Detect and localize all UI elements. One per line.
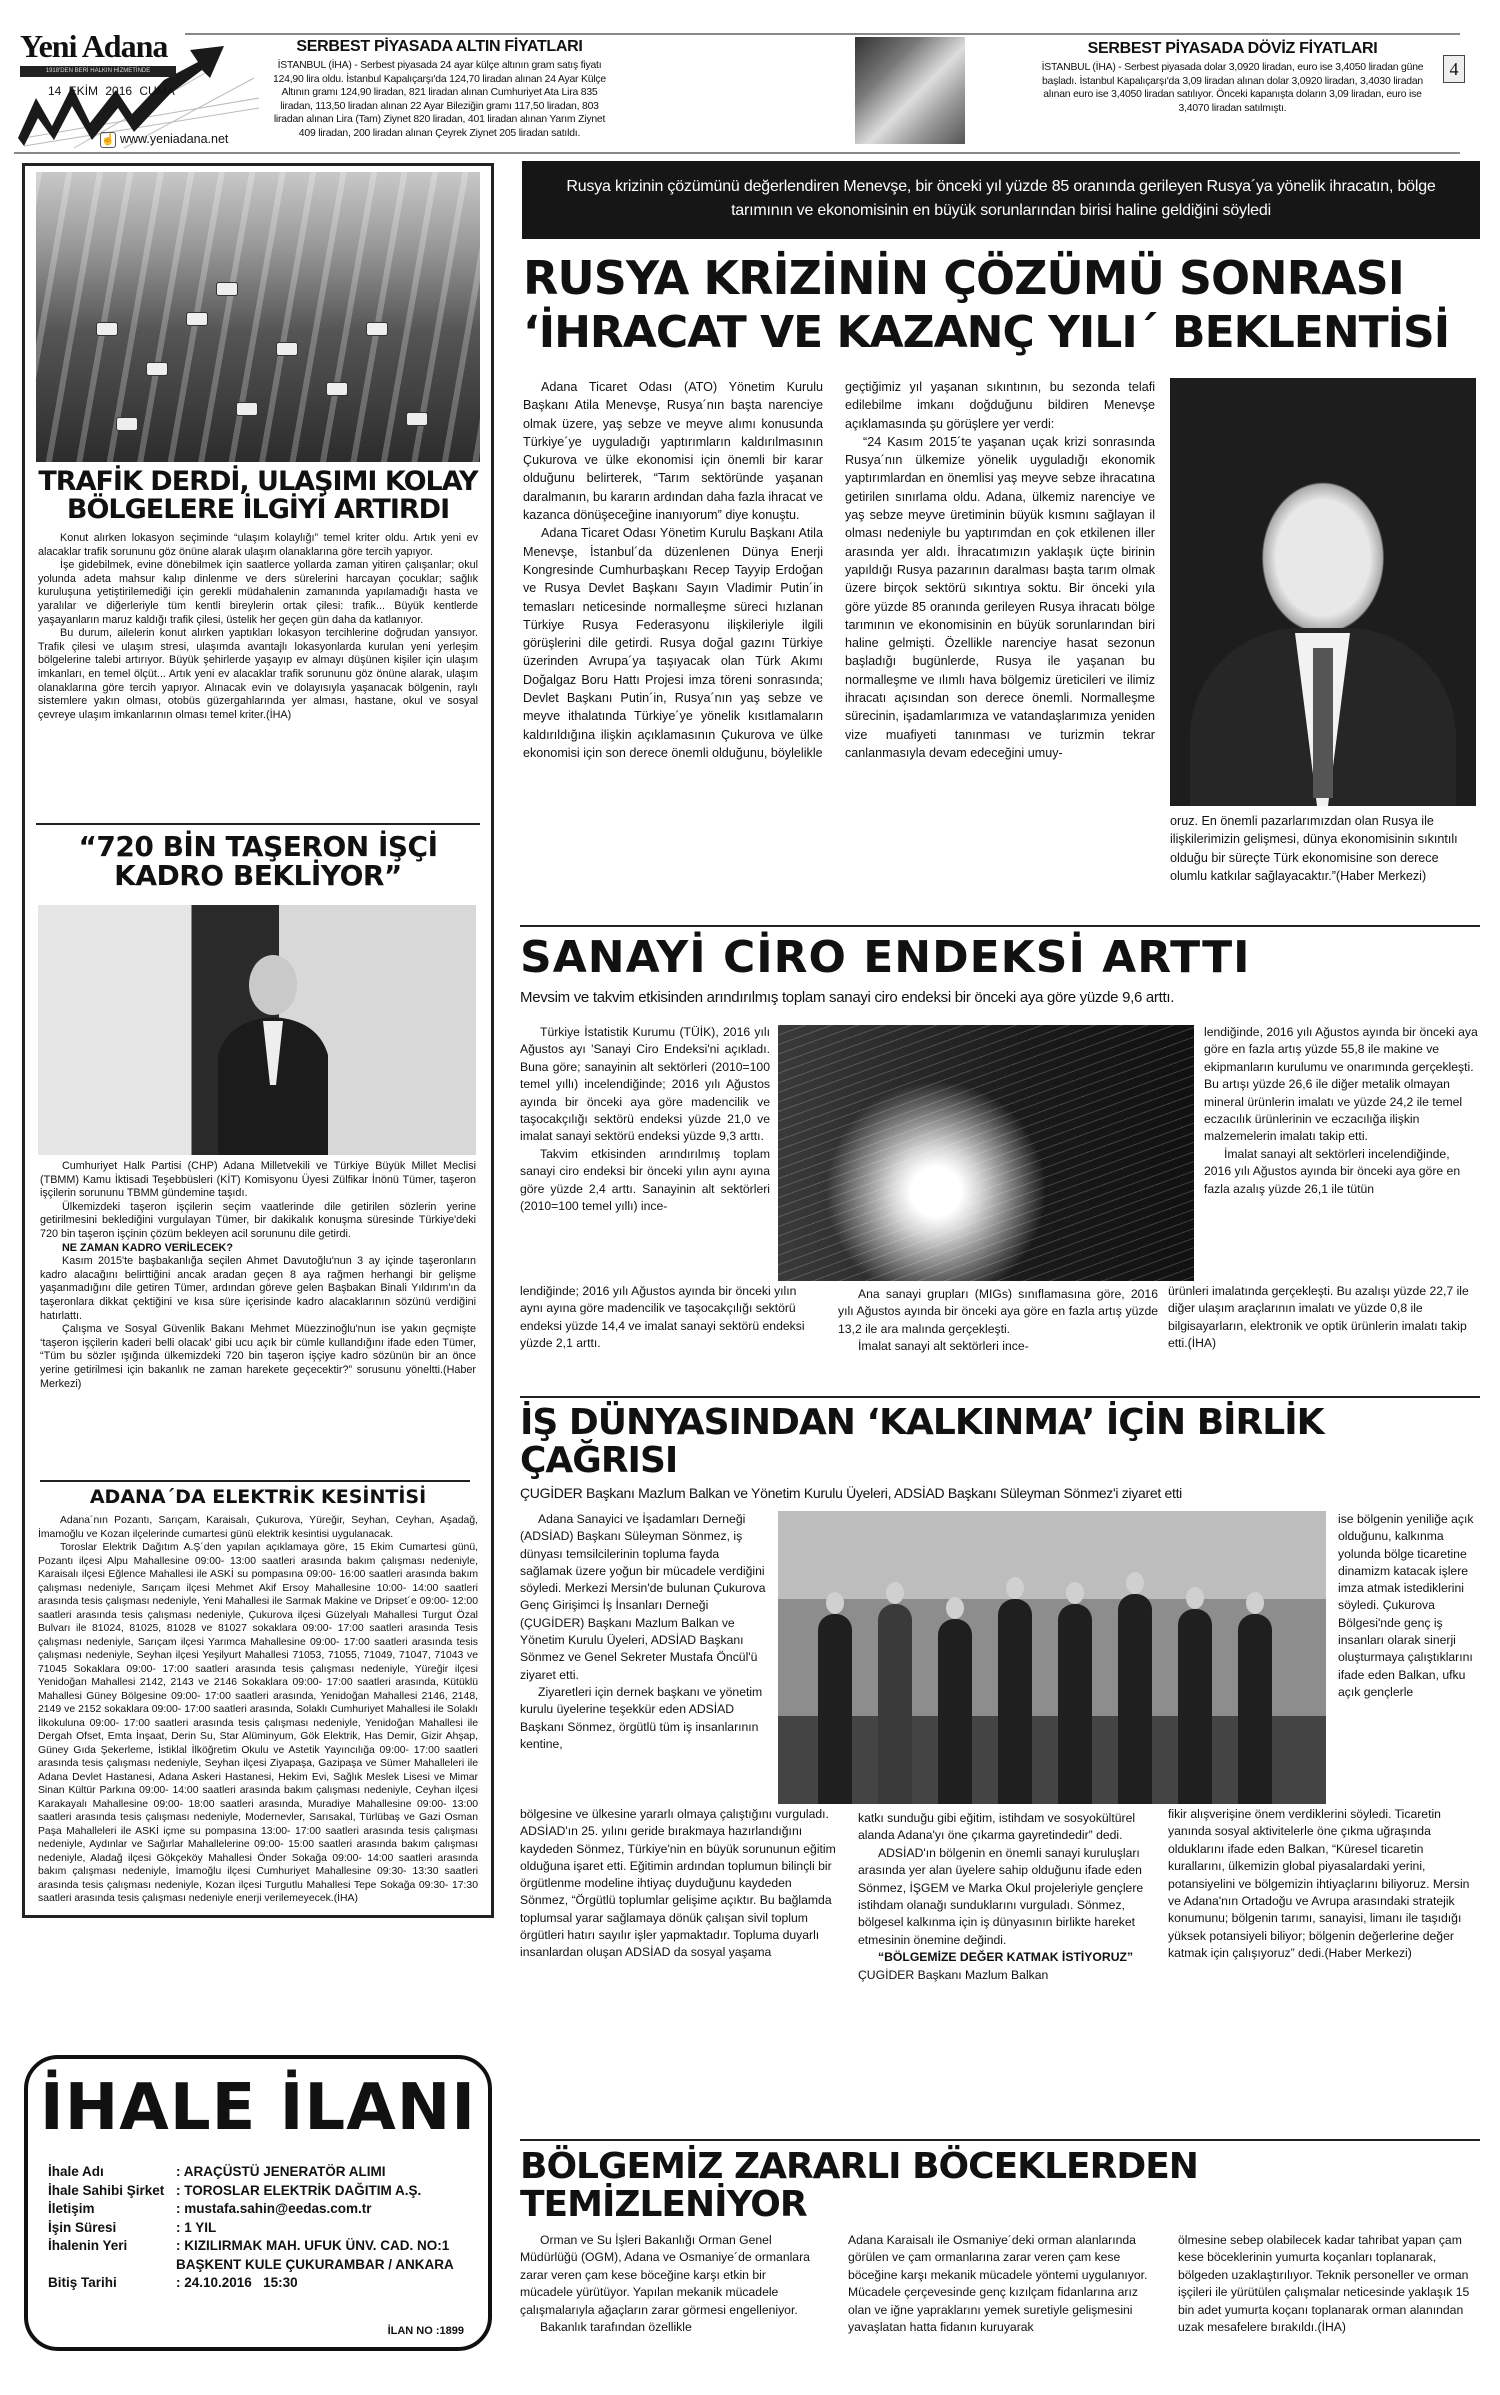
tender-row <box>48 2274 466 2293</box>
paragraph: İşe gidebilmek, evine dönebilmek için saatlerce yollarda zaman yitiren çalışanlar; okul yolunda adeta mahsur kalıp dinlenme ve ders sürelerini harcayan çocuklar; sağlık kuruluşuna yetiştirilemediği için gerekli müdahalenin zamanında yapılamadığı hasta ve yaralılar ve diğerleriyle tüm kentli bireylerin ortak çilesi: trafik... Büyük kentlerde yaşayanların maruz kaldığı trafik çilesi, üstelik her geçen gün daha da katlanıyor. <box>38 559 478 626</box>
kalkinma-headline: İŞ DÜNYASINDAN ‘KALKINMA’ İÇİN BİRLİK ÇAĞRISI <box>520 1402 1324 1481</box>
header-top-rule <box>185 33 1460 35</box>
rusya-headline-line1: RUSYA KRİZİNİN ÇÖZÜMÜ SONRASI <box>523 251 1404 305</box>
paragraph: Toroslar Elektrik Dağıtım A.Ş´den yapılan açıklamaya göre, 15 Ekim Cumartesi günü, Pozantı ilçesi Alpu Mahallesine 09:00- 13:00 saatleri arasında bakım çalışması nedeniyle, Karaisalı ilçesi Eğlence Mahallesi ile ASKİ su pompasına 09:00- 16:00 saatleri arasında bakım çalışması nedeniyle, Sarıçam ilçesi Mehmet Akif Ersoy Mahallesine 10:00- 14:00 saatleri arasında tesis çalışması nedeniyle, Yeni Mahallesi ile Sarmak Makine ve Dripset´e 09:00- 12:00 saatleri arasında tesis çalışması nedeniyle, Çukurova ilçesi Güzelyalı Mahallesi Turgut Özal Bulvarı ile 81024, 81025, 81028 ve 81027 sokaklara 09:00- 17:00 saatleri arasında Tesis çalışması nedeniyle, Sarıçam ilçesi Yarımca Mahallesine 09:00- 17:00 saatleri arasında tesis çalışması nedeniyle, Seyhan ilçesi Yeşilyurt Mahallesi 71053, 71055, 71049, 71047, 71043 ve 71045 Sokaklara 09:00- 17:00 saatleri arasında tesis çalışması nedeniyle, Yüreğir ilçesi Yenidoğan Mahallesi 2142, 2143 ve 2146 Sokaklara 09:00- 17:00 saatleri arasında, Kütüklü Mahallesi Güney Bölgesine 09:00- 17:00 saatleri arasında, Yenidoğan Mahallesi 2146, 2148, 2149 ve 2152 sokaklara 09:00- 17:00 saatleri arasında, Solaklı Cumhuriyet Mahallesi ile Solaklı İlkokuluna 09:00- 17:00 saatleri arasında tesis çalışması nedeniyle, Yenidoğan Mahallesi ile Dergah Ofset, Emta İnşaat, Derin Su, Star Alüminyum, Gök Elektrik, Has Demir, Gizir Ahşap, Güney Gıda Şekerleme, İstiklal İlköğretim Okulu ve Astetik Yayıncılığa 09:00- 17:00 saatleri arasında tesis çalışması nedeniyle, Seyhan ilçesi Ziyapaşa, Gazipaşa ve Sümer Mahalleleri ile Adana Devlet Hastanesi, Adana Askeri Hastanesi, Hekim Evi, Sağlık Meslek Lisesi ve Mimar Sinan Kültür Parkına 09:00- 14:00 saatleri arasında bakım çalışması nedeniyle, Ceyhan ilçesi Karakayalı Mahallesine 09:00- 18:00 saatleri arasında, Muradiye Mahallesine 09:00- 13:00 saatleri arasında tesis çalışması nedeniyle, Modernevler, Sarısakal, Türlübaş ve Gazi Osman Paşa Mahalleleri ile ASKİ içme su pompasına 13:00- 17:00 saatleri arasında tesis çalışması nedeniyle, Aydınlar ve Sağırlar Mahallelerine 09:00- 15:00 saatleri arasında bakım çalışması nedeniyle, Aladağ ilçesi Gökçeköy Mahallesi Önder Sokağa 09:00- 14:00 saatleri arasında bakım çalışması nedeniyle, İmamoğlu ilçesi Cumhuriyet Mahallesine 09:30- 13:30 saatleri arasında tesis çalışması nedeniyle, Kozan ilçesi Turgutlu Mahallesi Tepe Sokağa 09:30- 17:30 saatleri arasında tesis çalışması nedeniyle enerji verilemeyecek.(İHA) <box>38 1542 478 1904</box>
divider <box>520 1396 1480 1398</box>
sanayi-column-1 <box>520 1024 770 1215</box>
paragraph: Kasım 2015'te başbakanlığa seçilen Ahmet Davutoğlu'nun 3 ay içinde taşeronların kadro alacağını belirttiğini ancak aradan geçen 8 aya rağmen herhangi bir gelişme yaşanmadığını dile getiren Tümer, ardından göreve gelen Başbakan Binali Yıldırım'ın da taşeronlara dikkat çektiğini ve kısa süre içerisinde kadro alacaklarının sözünü verdiğini hatırlattı. <box>40 1255 476 1322</box>
tender-value: : 24.10.2016 15:30 <box>176 2275 298 2290</box>
paragraph: Bu durum, ailelerin konut alırken yaptıkları lokasyon tercihlerine doğrudan yansıyor. Trafik çilesi ve ulaşım stresi, ulaşımda avantajlı lokasyonlarda kurulan yeni yerleşim bölgelerine talebi artırıyor. Büyük şehirlerde yaşayıp ev almayı düşünen kişiler için ulaşım imkanları, en temel ölçüt... Artık yeni ev alacaklar trafik sorununu göz önüne alarak, ulaşım olanaklarına göre tercih yapıyor. Alınacak evin ve dolayısıyla yaşanacak bölgenin, raylı sistemlere yakın olması, otobüs güzergahlarında yer alması, hastane, okul ve sosyal çevreye ulaşım imkanlarının olması temel kriter.(İHA) <box>38 627 478 721</box>
paragraph: geçtiğimiz yıl yaşanan sıkıntının, bu sezonda telafi edilebilme imkanı doğduğunu bildiren Menevşe açıklamasında şu görüşlere yer verdi: <box>845 380 1155 431</box>
kalkinma-subhead: “BÖLGEMİZE DEĞER KATMAK İSTİYORUZ” <box>878 1950 1134 1965</box>
taseron-subhead: NE ZAMAN KADRO VERİLECEK? <box>62 1241 233 1254</box>
kalkinma-subheadline: ÇUGİDER Başkanı Mazlum Balkan ve Yönetim Kurulu Üyeleri, ADSİAD Başkanı Süleyman Sönmez'i ziyaret etti <box>520 1485 1182 1501</box>
tender-details-table <box>48 2163 466 2293</box>
page-number: 4 <box>1443 55 1465 83</box>
tender-key: İhale Sahibi Şirket <box>48 2182 165 2198</box>
tender-row <box>48 2200 466 2219</box>
parliament-speaker-photo <box>38 905 476 1155</box>
speaker-figure-icon <box>208 945 338 1155</box>
paragraph: “24 Kasım 2015´te yaşanan uçak krizi sonrasında Rusya´nın ülkemize yönelik uyguladığı ekonomik yaptırımlardan en önemlisi yaş meyve sebze ihracatına getirilen sınırlama oldu. Adana, ülkemiz narenciye ve yaş sebze meyve üretiminin büyük kısmını sağlayan il olması nedeniyle bu yaptırımdan en çok etkilenen iller arasında yer aldı. İhracatımızın yaklaşık üçte birinin yapıldığı Rusya pazarının daralması başta tarım olmak üzere birçok sektörü sıkıntıya soktu. Bir önceki yıla göre yüzde 85 oranında gerileyen Rusya ihracatı bölge tarımının ve ekonomisinin en büyük sorunlarından biri haline gelmişti. Özellikle narenciye hasat sezonun başladığı bugünlerde, Rusya ile yaşanan bu normalleşme ve ılımlı hava bölgemiz üreticileri ve ilimiz ihracatı açısından son derece önemli. Normalleşme sürecinin, işadamlarımıza ve vatandaşlarımıza yeniden vize muafiyeti tanınması ve turizmin tekrar canlanmasıyla devam edeceğini umuy- <box>845 434 1155 760</box>
taseron-headline: “720 BİN TAŞERON İŞÇİ KADRO BEKLİYOR” <box>78 830 438 893</box>
sanayi-headline: SANAYİ CİRO ENDEKSİ ARTTI <box>520 932 1251 983</box>
logo-tagline: 1918'DEN BERİ HALKIN HİZMETİNDE <box>20 66 176 77</box>
tender-key: Bitiş Tarihi <box>48 2275 117 2290</box>
paragraph: Cumhuriyet Halk Partisi (CHP) Adana Milletvekili ve Türkiye Büyük Millet Meclisi (TBMM) Kamu İktisadi Teşebbüsleri (KİT) Komisyonu Üyesi Zülfikar İnönü Tümer, taşeron işçilerin sorununu TBMM gündemine taşıdı. <box>40 1160 476 1200</box>
divider <box>36 823 480 825</box>
sanayi-column-3 <box>1204 1024 1478 1198</box>
paragraph: katkı sunduğu gibi eğitim, istihdam ve sosyokültürel alanda Adana'yı öne çıkarma gayretindedir” dedi. <box>858 1811 1136 1843</box>
website-url: www.yeniadana.net <box>120 132 229 146</box>
sanayi-subheadline: Mevsim ve takvim etkisinden arındırılmış toplam sanayi ciro endeksi bir önceki aya göre yüzde 9,6 arttı. <box>520 989 1175 1006</box>
rusya-summary-banner <box>522 161 1480 239</box>
paragraph: bölgesine ve ülkesine yararlı olmaya çalıştığını vurguladı. ADSİAD'ın 25. yılını geride bırakmaya hazırlandığını kaydeden Sönmez, Türkiye'nin en büyük sorununun eğitim olduğuna işaret etti. Eğitimin ardından toplumun bilinçli bir örgütlenme modeline ihtiyaç duyduğunu kaydeden Sönmez, “Örgütlü toplumlar gelişime açıktır. Bu bağlamda toplumsal yarar sağlamaya dönük çalışan sivil toplum örgütleri hatırı sayılır işler yapmaktadır. Topluma duyarlı insanlardan oluşan ADSİAD da sosyal yaşama <box>520 1807 836 1960</box>
rusya-column-1 <box>523 378 823 762</box>
paragraph: İmalat sanayi alt sektörleri incelendiğinde, 2016 yılı Ağustos ayında bir önceki aya göre en fazla azalış yüzde 26,1 ile tütün <box>1204 1146 1461 1196</box>
paragraph: fikir alışverişine önem verdiklerini söyledi. Ticaretin yanında sosyal aktivitelerle öne çıkma uğraşında olduklarını ifade eden Balkan, “Küresel ticaretin kurallarını, ülkemizin global piyasalardaki yerini, potansiyelini ve bölgemizin ihtiyaçlarını biliyoruz. Mersin ve Adana'nın Ortadoğu ve Avrupa arasındaki stratejik konumunu; bölgenin tarımı, sanayisi, limanı ile taşıdığı yüksek potansiyeli biliyor; bölgenin değerlerine değer katmak için çalışıyoruz” dedi.(Haber Merkezi) <box>1168 1807 1470 1961</box>
bocek-column-2 <box>848 2232 1153 2336</box>
paragraph: Adana Ticaret Odası (ATO) Yönetim Kurulu Başkanı Atila Menevşe, Rusya´nın başta narenciye olmak üzere, yaş sebze ve meyve alımı konusunda Türkiye´ye uyguladığı yaptırımların kaldırılmasının Çukurova ve ülke ekonomisi için önemli bir karar olduğunu belirterek, “Tarım sektöründe yaşanan daralmanın, bu kararın ardından daha fazla ihracat ve kazanca dönüşeceğine inanıyorum” diye konuştu. <box>523 380 823 523</box>
paragraph: Ülkemizdeki taşeron işçilerin seçim vaatlerinde dile getirilen sözlerin yerine getirilmesini beklediğini vurgulayan Tümer, bir dakikalık konuşma süresinde Türkiye'deki 720 bin taşeron işçinin çözüm bekleyen acil sorununu dile getirdi. <box>40 1200 476 1240</box>
paragraph: Bakanlık tarafından özellikle <box>540 2320 692 2335</box>
tender-key: İhale Adı <box>48 2164 104 2179</box>
divider <box>520 925 1480 927</box>
kalkinma-column-2 <box>858 1810 1158 1984</box>
group-photo <box>778 1511 1326 1804</box>
divider <box>520 2139 1480 2141</box>
taseron-article-body <box>40 1160 476 1391</box>
tender-row <box>48 2237 466 2274</box>
paragraph: Adana Ticaret Odası Yönetim Kurulu Başkanı Atila Menevşe, İstanbul´da düzenlenen Dünya Enerji Kongresinde Cumhurbaşkanı Recep Tayyip Erdoğan ve Rusya Devlet Başkanı Sayın Vladimir Putin´in temasları neticesinde normalleşme süreci hızlanan Türkiye Rusya Federasyonu ilişkileriyle ilgili görüşlerini dile getirdi. Rusya doğal gazını Türkiye üzerinden Avrupa´ya taşıyacak olan Türk Akımı Doğalgaz Boru Hattı Projesi imza töreni sonrasında; Devlet Başkanı Putin´in, Rusya´nın yaş sebze ve meyve ithalatında Türkiye´ye yönelik kısıtlamaların kaldırıldığına ilişkin açıklamasının Çukurova ve ülke ekonomisi için son derece önemli olduğunu, böylelikle <box>523 526 823 760</box>
rusya-headline-line2: ‘İHRACAT VE KAZANÇ YILI´ BEKLENTİSİ <box>523 307 1450 358</box>
tender-key: İletişim <box>48 2201 95 2216</box>
tender-notice-number: İLAN NO :1899 <box>387 2325 464 2337</box>
fx-prices-text: İSTANBUL (İHA) - Serbest piyasada dolar 3,0920 liradan, euro ise 3,4050 liradan güne başladı. İstanbul Kapalıçarşı'da 3,09 liradan alınan dolar 3,0920 liradan, 3,4030 liradan alınan euro ise 3,4050 liradan satılıyor. Önceki kapanışta doların 3,09 liradan, euro ise 3,4070 liradan satılmıştı. <box>1041 62 1424 114</box>
paragraph: ürünleri imalatında gerçekleşti. Bu azalışı yüzde 22,7 ile diğer ulaşım araçlarının imalatı ve yüzde 0,8 ile bilgisayarların, elektronik ve optik ürünlerin imalatı takip etti.(İHA) <box>1168 1284 1469 1351</box>
paragraph: İmalat sanayi alt sektörleri ince- <box>858 1339 1029 1354</box>
tender-value: : ARAÇÜSTÜ JENERATÖR ALIMI <box>176 2164 386 2179</box>
issue-date: 14 EKİM 2016 CUMA <box>48 84 175 98</box>
kalkinma-column-3-continued <box>1168 1806 1480 1963</box>
paragraph: Türkiye İstatistik Kurumu (TÜİK), 2016 yılı Ağustos ayı 'Sanayi Ciro Endeksi'ni açıkladı. Buna göre; sanayinin alt sektörleri (2010=100 temel yıllı) incelendiğinde; 2016 yılı Ağustos ayında bir önceki aya göre madencilik ve taşocakçılığı sektörü endeksi yüzde 21,0 ve imalat sanayi sektörü endeksi yüzde 9,3 arttı. <box>520 1025 770 1144</box>
paragraph: ÇUGİDER Başkanı Mazlum Balkan <box>858 1967 1049 1982</box>
header-bottom-rule <box>14 152 1460 154</box>
tender-row <box>48 2163 466 2182</box>
money-photo <box>855 37 965 144</box>
rusya-summary-text: Rusya krizinin çözümünü değerlendiren Menevşe, bir önceki yıl yüzde 85 oranında gerileyen Rusya´ya yönelik ihracatın, bölge tarımının ve ekonomisinin en büyük sorunlarından birisi haline geldiğini söyledi <box>566 178 1436 219</box>
paragraph: lendiğinde, 2016 yılı Ağustos ayında bir önceki aya göre en fazla artış yüzde 55,8 ile makine ve ekipmanların kurulumu ve onarımında gerçekleşti. Bu artışı yüzde 26,6 ile diğer metalik olmayan mineral ürünlerin imalatı ve yüzde 24,2 ile temel eczacılık ürünlerinin ve eczacılığa ilişkin malzemelerin imalatı takip etti. <box>1204 1025 1478 1144</box>
traffic-article-body <box>38 532 478 722</box>
paragraph: Çalışma ve Sosyal Güvenlik Bakanı Mehmet Müezzinoğlu'nun ise yakın geçmişte ‘taşeron işçilerin kaderi belli olacak’ gibi ucu açık bir cümle kullandığını ifade eden Tümer, “Tüm bu sözler ışığında ülkemizdeki 720 bin taşeron işçiye kadro sözünün bir an önce yerine getirilmesi için bakanlık ne zaman harekete geçecektir?” sorusunu yöneltti.(Haber Merkezi) <box>40 1323 476 1390</box>
paragraph: Adana´nın Pozantı, Sarıçam, Karaisalı, Çukurova, Yüreğir, Seyhan, Ceyhan, Aşadağ, İmamoğlu ve Kozan ilçelerinde cumartesi günü elektrik kesintisi uygulanacak. <box>38 1515 478 1540</box>
traffic-headline: TRAFİK DERDİ, ULAŞIMI KOLAY BÖLGELERE İLGİYİ ARTIRDI <box>38 466 478 526</box>
kalkinma-column-1-continued <box>520 1806 840 1962</box>
kalkinma-column-3 <box>1338 1511 1480 1701</box>
kalkinma-column-1 <box>520 1511 770 1753</box>
tender-email-link[interactable]: : mustafa.sahin@eedas.com.tr <box>176 2201 372 2216</box>
paragraph: ölmesine sebep olabilecek kadar tahribat yapan çam kese böceklerinin yumurta koçanları toplanarak, bölgeden uzaklaştırılıyor. Teknik personeller ve orman işçileri ile yürütülen çalışmalar neticesinde yaklaşık 15 bin adet yumurta koçanı toplanarak orman alanından uzak mesafelere bırakıldı.(İHA) <box>1178 2233 1470 2335</box>
gold-prices-box <box>272 38 607 140</box>
paragraph: lendiğinde; 2016 yılı Ağustos ayında bir önceki yılın aynı ayına göre madencilik ve taşocakçılığı sektörü endeksi yüzde 14,4 ve imalat sanayi sektörü endeksi yüzde 2,1 arttı. <box>520 1284 805 1351</box>
tender-notice-box <box>24 2055 492 2351</box>
electricity-headline: ADANA´DA ELEKTRİK KESİNTİSİ <box>89 1486 427 1508</box>
bocek-column-1 <box>520 2232 820 2336</box>
paragraph: Orman ve Su İşleri Bakanlığı Orman Genel Müdürlüğü (OGM), Adana ve Osmaniye´de ormanlara zarar veren çam kese böceğine karşı etkin bir mücadele yürütüyor. Yapılan mekanik mücadele çalışmalarıyla ağaçların zarar görmesi engelleniyor. <box>520 2233 810 2317</box>
welding-photo <box>778 1025 1194 1281</box>
tender-key: İhalenin Yeri <box>48 2238 128 2253</box>
newspaper-logo: Yeni Adana <box>20 28 168 64</box>
gold-prices-text: İSTANBUL (İHA) - Serbest piyasada 24 ayar külçe altının gram satış fiyatı 124,90 lira oldu. İstanbul Kapalıçarşı'da 124,70 liradan alınan 24 Ayar Külçe Altının gramı 124,90 liradan, 821 liradan alınan Cumhuriyet Ata Lira 835 liradan, 113,50 liradan alınan 22 Ayar Bileziğin gramı 117,50 liradan, 803 liradan alınan Lira (Tam) Ziynet 820 liradan, 401 liradan alınan Yarım Ziynet 409 liradan, 200 liradan alınan Çeyrek Ziynet 205 liradan satıldı. <box>273 60 606 139</box>
tender-row <box>48 2219 466 2238</box>
bocek-headline: BÖLGEMİZ ZARARLI BÖCEKLERDEN TEMİZLENİYOR <box>520 2146 1198 2225</box>
paragraph: Takvim etkisinden arındırılmış toplam sanayi ciro endeksi bir önceki yılın aynı ayına göre yüzde 2,4 arttı. Sanayinin alt sektörleri (2010=100 temel yıllı) ince- <box>520 1146 770 1214</box>
tender-value: : KIZILIRMAK MAH. UFUK ÜNV. CAD. NO:1 BAŞKENT KULE ÇUKURAMBAR / ANKARA <box>176 2238 454 2272</box>
paragraph: Konut alırken lokasyon seçiminde “ulaşım kolaylığı” temel kriter oldu. Artık yeni ev alacaklar trafik sorununu göz önüne alarak ulaşım olanaklarına göre tercih yapıyor. <box>38 532 478 558</box>
masthead <box>14 28 264 150</box>
paragraph: Ziyaretleri için dernek başkanı ve yönetim kurulu üyelerine teşekkür eden ADSİAD Başkanı Sönmez, örgütlü tüm iş insanlarının kentine, <box>520 1684 763 1751</box>
fx-prices-box <box>1030 40 1435 115</box>
paragraph: ise bölgenin yeniliğe açık olduğunu, kalkınma yolunda bölge ticaretine dinamizm katacak işlere imza atmak istediklerini söyledi. Çukurova Bölgesi'nde genç iş insanları olarak sinerji oluşturmaya çalıştıklarını ifade eden Balkan, ufku açık gençlerle <box>1338 1512 1474 1699</box>
tender-value: : TOROSLAR ELEKTRİK DAĞITIM A.Ş. <box>176 2182 422 2198</box>
paragraph: oruz. En önemli pazarlarımızdan olan Rusya ile ilişkilerimizin gelişmesi, dünya ekonomisinin sıkıntılı olduğu bir süreçte Türk ekonomisine son derece olumlu katkılar sağlayacaktır.”(Haber Merkezi) <box>1170 814 1458 883</box>
gold-prices-title: SERBEST PİYASADA ALTIN FİYATLARI <box>296 38 583 55</box>
tender-title: İHALE İLANI <box>39 2071 477 2145</box>
rusya-column-2 <box>845 378 1155 762</box>
website-link[interactable] <box>100 132 228 148</box>
paragraph: Adana Karaisalı ile Osmaniye´deki orman alanlarında görülen ve çam ormanlarına zarar veren çam kese böceğine karşı mekanik mücadele yöntemi uygulanıyor. Mücadele çerçevesinde genç kızılçam fidanlarına arız olan ve iğne yapraklarını yemek suretiyle gelişmesini yavaşlatan hatta fidanın kuruyarak <box>848 2233 1148 2335</box>
sanayi-column-1-continued <box>520 1283 820 1353</box>
tender-value: : 1 YIL <box>176 2219 217 2235</box>
divider <box>40 1480 470 1482</box>
traffic-photo <box>36 172 480 462</box>
hand-pointer-icon: ☝ <box>101 134 115 146</box>
electricity-article-body <box>38 1514 478 1906</box>
menevse-portrait-photo <box>1170 378 1476 806</box>
paragraph: Ana sanayi grupları (MIGs) sınıflamasına göre, 2016 yılı Ağustos ayında bir önceki aya göre en fazla artış yüzde 13,2 ile ara malında gerçekleşti. <box>838 1287 1158 1336</box>
paragraph: Adana Sanayici ve İşadamları Derneği (ADSİAD) Başkanı Süleyman Sönmez, iş dünyası temsilcilerinin topluma fayda sağlamak üzere yoğun bir mücadele verdiğini söyledi. Merkezi Mersin'de bulunan Çukurova Genç Girişimci İş İnsanları Derneği (ÇUGİDER) Başkanı Mazlum Balkan ve Yönetim Kurulu Üyeleri, ADSİAD Başkanı Sönmez ve Genel Sekreter Mustafa Öncül'ü ziyaret etti. <box>520 1512 766 1682</box>
fx-prices-title: SERBEST PİYASADA DÖVİZ FİYATLARI <box>1087 40 1378 57</box>
sanayi-column-2 <box>838 1286 1158 1356</box>
tender-row <box>48 2182 466 2201</box>
rusya-column-3 <box>1170 812 1478 885</box>
tender-key: İşin Süresi <box>48 2219 117 2235</box>
paragraph: ADSİAD'ın bölgenin en önemli sanayi kuruluşları arasında yer alan üyelere sahip olduğunu ifade eden Sönmez, İŞGEM ve Marka Okul projeleriyle gençlere istihdam olanağı sunduklarını vurguladı. Sönmez, bölgesel kalkınma için iş dünyasının birlikte hareket etmesinin önemine değindi. <box>858 1845 1144 1947</box>
bocek-column-3 <box>1178 2232 1480 2336</box>
sanayi-column-3-continued <box>1168 1283 1478 1353</box>
